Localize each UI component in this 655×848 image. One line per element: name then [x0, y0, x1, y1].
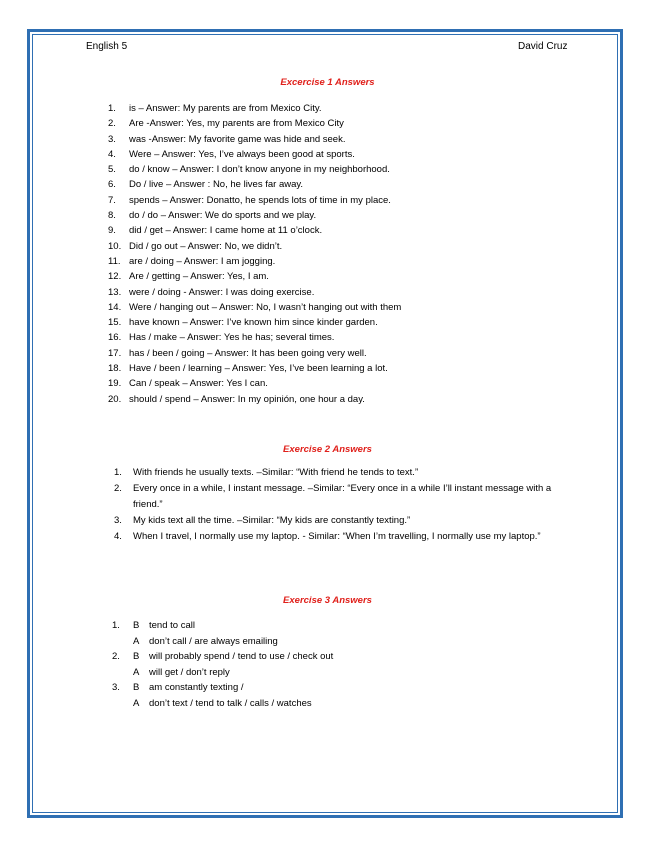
list-item: 2. Every once in a while, I instant message. –Similar: “Every once in a while I’ll instant message with a friend.” — [114, 483, 552, 510]
list-item: 20. should / spend – Answer: In my opinión, one hour a day. — [108, 393, 365, 405]
exercise2-title: Exercise 2 Answers — [283, 444, 372, 455]
list-item: 15. have known – Answer: I’ve known him since kinder garden. — [108, 317, 378, 329]
exercise2-answer-list — [114, 465, 574, 545]
list-item: A will get / don’t reply — [133, 666, 230, 678]
list-item: 8. do / do – Answer: We do sports and we play. — [108, 210, 317, 222]
list-item: 1. B tend to call — [112, 620, 195, 631]
author-name: David Cruz — [518, 41, 568, 52]
list-item: 4. When I travel, I normally use my laptop. - Similar: “When I’m travelling, I normally use my laptop.” — [114, 531, 541, 542]
list-item: 7. spends – Answer: Donatto, he spends lots of time in my place. — [108, 194, 391, 206]
list-item: 2. B will probably spend / tend to use / check out — [112, 651, 334, 662]
list-item: 4. Were – Answer: Yes, I’ve always been good at sports. — [108, 148, 355, 160]
list-item: 1. is – Answer: My parents are from Mexico City. — [108, 103, 322, 114]
list-item: 11. are / doing – Answer: I am jogging. — [108, 255, 276, 267]
list-item: 17. has / been / going – Answer: It has been going very well. — [108, 347, 367, 359]
list-item: 19. Can / speak – Answer: Yes I can. — [108, 378, 268, 390]
exercise3-title: Exercise 3 Answers — [283, 595, 372, 606]
list-item: 16. Has / make – Answer: Yes he has; several times. — [108, 332, 335, 344]
list-item: A don’t text / tend to talk / calls / watches — [133, 697, 312, 709]
exercise1-answer-list — [108, 101, 401, 407]
list-item: 13. were / doing - Answer: I was doing exercise. — [108, 286, 315, 298]
list-item: 1. With friends he usually texts. –Similar: “With friend he tends to text.” — [114, 467, 419, 478]
list-item: 18. Have / been / learning – Answer: Yes, I’ve been learning a lot. — [108, 363, 388, 375]
list-item: 6. Do / live – Answer : No, he lives far away. — [108, 179, 304, 191]
list-item: 14. Were / hanging out – Answer: No, I wasn’t hanging out with them — [108, 301, 402, 313]
list-item: 3. My kids text all the time. –Similar: “My kids are constantly texting.” — [114, 515, 411, 526]
list-item: 3. was -Answer: My favorite game was hide and seek. — [108, 133, 346, 145]
list-item: 12. Are / getting – Answer: Yes, I am. — [108, 271, 269, 283]
list-item: 3. B am constantly texting / — [112, 682, 244, 693]
list-item: A don’t call / are always emailing — [133, 635, 278, 647]
list-item: 10. Did / go out – Answer: No, we didn’t. — [108, 240, 283, 252]
exercise3-answer-list — [112, 618, 333, 711]
list-item: 2. Are -Answer: Yes, my parents are from Mexico City — [108, 118, 344, 130]
course-name: English 5 — [86, 41, 128, 52]
list-item: 5. do / know – Answer: I don’t know anyone in my neighborhood. — [108, 164, 390, 176]
list-item: 9. did / get – Answer: I came home at 11 o’clock. — [108, 225, 323, 237]
exercise1-title: Excercise 1 Answers — [280, 77, 375, 88]
